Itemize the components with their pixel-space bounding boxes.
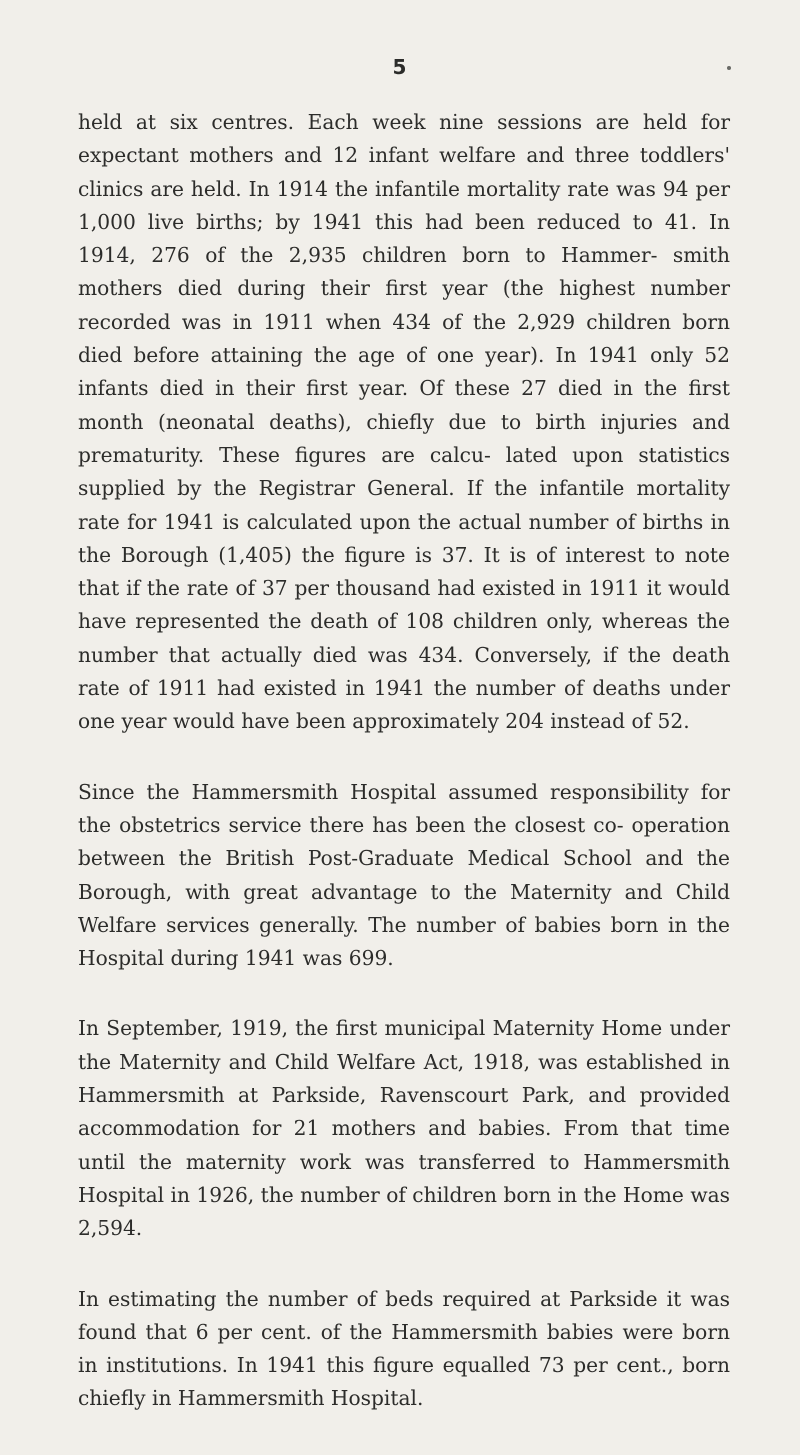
paragraph-maternity-home: In September, 1919, the first municipal Maternity Home under the Maternity and Child Welfare Act, 1918, was established in Hammersmith at Parkside, Ravenscourt Park, and provided accommodation for 21 mothers and babies. From that time until the maternity work was transferred to Hammersmith Hospital in 1926, the number of children born in the Home was 2,594. <box>78 1016 730 1241</box>
body-text <box>78 106 730 1416</box>
paragraph-hospital-obstetrics: Since the Hammersmith Hospital assumed responsibility for the obstetrics service there has been the closest co- operation between the British Post-Graduate Medical School and the Borough, with great advantage to the Maternity and Child Welfare services generally. The number of babies born in the Hospital during 1941 was 699. <box>78 779 730 971</box>
paragraph-infant-mortality: held at six centres. Each week nine sessions are held for expectant mothers and 12 infant welfare and three toddlers' clinics are held. In 1914 the infantile mortality rate was 94 per 1,000 live births; by 1941 this had been reduced to 41. In 1914, 276 of the 2,935 children born to Hammer- smith mothers died during their first year (the highest number recorded was in 1911 when 434 of the 2,929 children born died before attaining the age of one year). In 1941 only 52 infants died in their first year. Of these 27 died in the first month (neonatal deaths), chiefly due to birth injuries and prematurity. These figures are calcu- lated upon statistics supplied by the Registrar General. If the infantile mortality rate for 1941 is calculated upon the actual number of births in the Borough (1,405) the figure is 37. It is of interest to note that if the rate of 37 per thousand had existed in 1911 it would have represented the death of 108 children only, whereas the number that actually died was 434. Conversely, if the death rate of 1911 had existed in 1941 the number of deaths under one year would have been approximately 204 instead of 52. <box>78 110 730 734</box>
paragraph-beds-estimate: In estimating the number of beds required at Parkside it was found that 6 per cent. of the Hammersmith babies were born in institutions. In 1941 this figure equalled 73 per cent., born chiefly in Hammersmith Hospital. <box>78 1286 730 1411</box>
page-number: 5 <box>392 55 408 79</box>
speck-mark <box>727 66 731 70</box>
